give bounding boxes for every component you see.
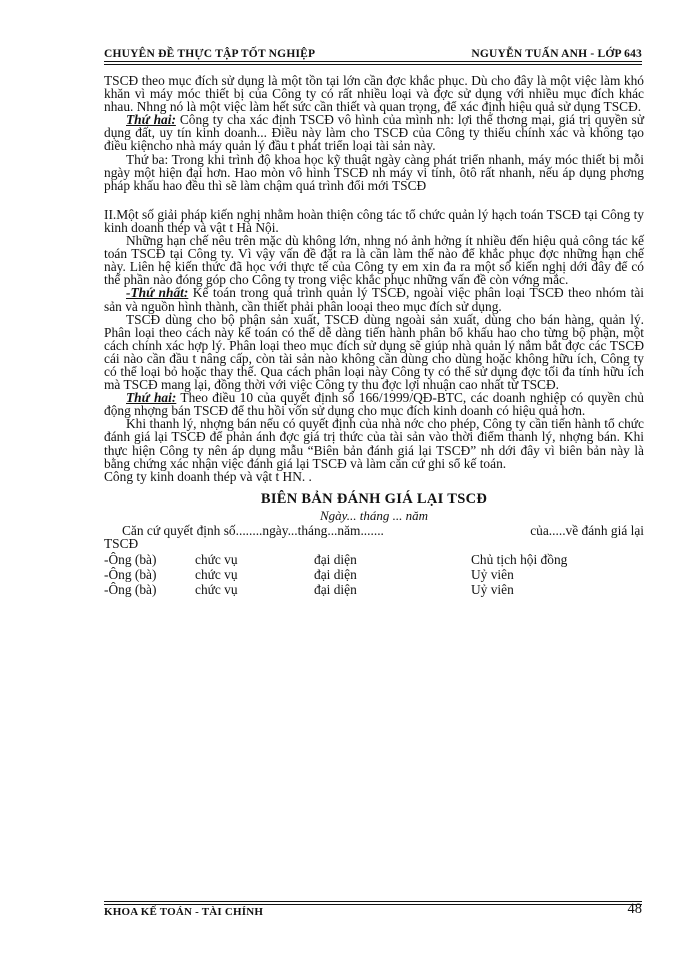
- paragraph-3: Thứ ba: Trong khi trình độ khoa học kỹ thuật ngày càng phát triển nhanh, máy móc thiết bị mỗi ngày một hiện đại hơn. Hao mòn vô hình TSCĐ nh máy vi tính, ôtô rất nhanh, nếu áp dụng phơng pháp khấu hao đều thì sẽ làm chậm quá trình đổi mới TSCĐ: [104, 151, 644, 193]
- member-name: -Ông (bà): [104, 552, 157, 568]
- member-role: đại diện: [314, 582, 357, 598]
- page-number: 48: [627, 901, 642, 917]
- member-position: chức vụ: [195, 552, 238, 568]
- member-role: đại diện: [314, 567, 357, 583]
- paragraph-2: [104, 113, 644, 152]
- paragraph-8-lead: Thứ hai:: [126, 390, 177, 406]
- report-basis: [104, 524, 644, 537]
- member-title: Uỷ viên: [471, 582, 514, 598]
- paragraph-8: [104, 391, 644, 417]
- member-row: [104, 582, 644, 597]
- footer-department: KHOA KẾ TOÁN - TÀI CHÍNH: [104, 906, 264, 918]
- member-position: chức vụ: [195, 567, 238, 583]
- page-footer: [104, 901, 642, 918]
- paragraph-9: Khi thanh lý, nhợng bán nếu có quyết định của nhà nớc cho phép, Công ty cần tiến hành tổ chức đánh giá lại TSCĐ để phản ánh đợc giá trị thức của tài sản vào thời điểm thanh lý, nhợng bán. Khi thực hiện Công ty nên áp dụng mẫu “Biên bản đánh giá lại TSCĐ” nh dới đây vì biên bản này là bằng chứng xác nhận việc đánh giá lại TSCĐ và làm căn cứ ghi sổ kế toán.: [104, 416, 644, 471]
- member-title: Uỷ viên: [471, 567, 514, 583]
- section-heading: II.Một số giải pháp kiến nghị nhằm hoàn thiện công tác tổ chức quản lý hạch toán TSCĐ tại Công ty kinh doanh thép và vật t Hà Nội.: [104, 206, 644, 235]
- paragraph-6: [104, 286, 644, 312]
- report-date: Ngày... tháng ... năm: [320, 507, 428, 523]
- member-row: [104, 552, 644, 567]
- paragraph-6-lead: -Thứ nhất:: [126, 285, 189, 301]
- page-header: [104, 42, 642, 62]
- report-basis-right: của.....về đánh giá lại: [530, 522, 644, 538]
- paragraph-2-lead: Thứ hai:: [126, 112, 176, 128]
- paragraph-6-text: Kế toán trong quá trình quản lý TSCĐ, ngoài việc phân loại TSCĐ theo nhóm tài sản và nguồn hình thành, cần thiết phải phân looại theo mục đích sử dụng.: [104, 285, 644, 314]
- member-name: -Ông (bà): [104, 582, 157, 598]
- report-basis-left: Căn cứ quyết định số........ngày...tháng...năm.......: [122, 522, 384, 538]
- member-title: Chủ tịch hội đồng: [471, 552, 568, 568]
- paragraph-5: Những hạn chế nêu trên mặc dù không lớn, nhng nó ảnh hởng ít nhiều đến hiệu quả công tác kế toán TSCĐ tại Công ty. Vì vậy vấn đề đặt ra là cần làm thế nào để khắc phục đợc những hạn chế này. Liên hệ kiến thức đã học với thực tế của Công ty em xin đa ra một số kiến nghị dới đây để có thể phần nào đóng góp cho Công ty trong việc khắc phục những vấn đề còn vớng mắc.: [104, 233, 644, 288]
- member-name: -Ông (bà): [104, 567, 157, 583]
- member-list: [104, 552, 644, 597]
- paragraph-7: TSCĐ dùng cho bộ phận sản xuất, TSCĐ dùng ngoài sản xuất, dùng cho bán hàng, quản lý. Phân loại theo cách này kế toán có thể dễ dàng tiến hành phân bổ khấu hao cho từng bộ phận, một cách chính xác hợp lý. Phân loại theo mục đích sử dụng sẽ giúp nhà quản lý nắm bắt đợc các TSCĐ cái nào cần đầu t nâng cấp, còn tài sản nào không cần dùng cho dùng hoặc không hữu ích, Công ty có thể loại bỏ hoặc thay thế. Qua cách phân loại này Công ty có thể sử dụng đợc tối đa tính hữu ích mà TSCĐ mang lại, đồng thời với việc Công ty thu đợc lợi nhuận cao nhất từ TSCĐ.: [104, 311, 644, 393]
- member-row: [104, 567, 644, 582]
- member-position: chức vụ: [195, 582, 238, 598]
- header-author: NGUYỄN TUẤN ANH - LỚP 643: [471, 48, 642, 60]
- report-basis-cont: TSCĐ: [104, 536, 139, 551]
- paragraph-2-text: Công ty cha xác định TSCĐ vô hình của mình nh: lợi thế thơng mại, giá trị quyền sử dụng đất, uy tín kinh doanh... Điều này làm cho TSCĐ của Công ty thiếu chính xác và không tạo điều kiệncho nhà máy quản lý đầu t phát triển loại tài sản này.: [104, 112, 644, 154]
- page-body: [104, 74, 644, 597]
- header-title: CHUYÊN ĐỀ THỰC TẬP TỐT NGHIỆP: [104, 48, 316, 60]
- paragraph-1: TSCĐ theo mục đích sử dụng là một tồn tại lớn cần đợc khắc phục. Dù cho đây là một việc làm khó khăn vì máy móc thiết bị của Công ty có rất nhiều loại và đợc sử dụng với nhiều mục đích khác nhau. Nhng nó là một việc làm hết sức cần thiết và quan trọng, để xác định hiệu quả sử dụng TSCĐ.: [104, 73, 644, 115]
- paragraph-10: Công ty kinh doanh thép và vật t HN. .: [104, 468, 312, 484]
- report-title: BIÊN BẢN ĐÁNH GIÁ LẠI TSCĐ: [260, 490, 488, 507]
- paragraph-8-text: Theo điều 10 của quyết định số 166/1999/QĐ-BTC, các doanh nghiệp có quyền chủ động nhợng bán TSCĐ để thu hồi vốn sử dụng cho mục đích kinh doanh có hiệu quả hơn.: [104, 390, 644, 419]
- member-role: đại diện: [314, 552, 357, 568]
